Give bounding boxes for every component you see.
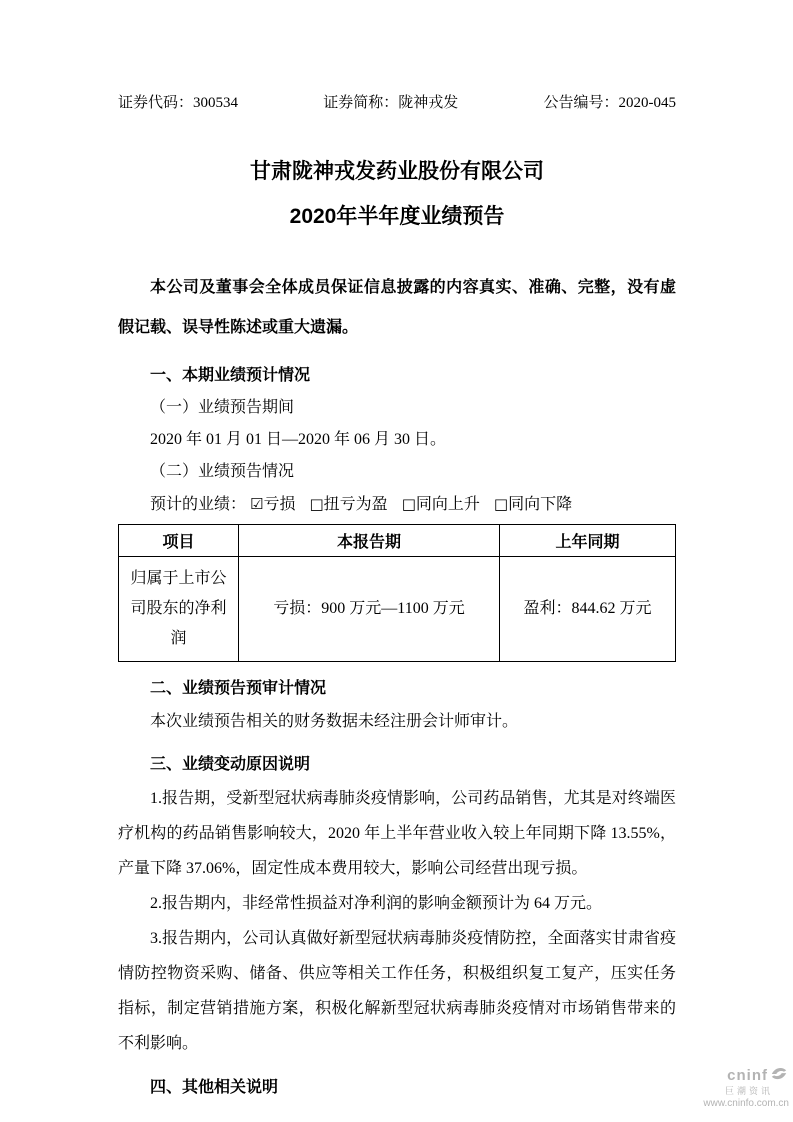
forecast-period: 2020 年 01 月 01 日—2020 年 06 月 30 日。 xyxy=(150,431,447,448)
section-2-body: 本次业绩预告相关的财务数据未经注册会计师审计。 xyxy=(150,713,519,730)
checkbox-option-label: 同向下降 xyxy=(508,496,573,513)
forecast-type-line xyxy=(118,488,676,521)
disclaimer-statement: 本公司及董事会全体成员保证信息披露的内容真实、准确、完整，没有虚假记载、误导性陈述或重大遗漏。 xyxy=(118,279,676,336)
column-header-prior-period: 上年同期 xyxy=(500,525,676,557)
forecast-table xyxy=(118,524,676,662)
checkbox-option-loss xyxy=(250,496,295,513)
doc-header xyxy=(118,93,676,113)
table-row xyxy=(119,557,676,662)
checkbox-option-label: 同向上升 xyxy=(415,496,480,513)
reason-item-2: 2.报告期内，非经常性损益对净利润的影响金额预计为 64 万元。 xyxy=(150,895,603,912)
cninfo-chinese-name: 巨潮资讯 xyxy=(724,1086,773,1096)
section-1-sub2: （二）业绩预告情况 xyxy=(150,463,295,480)
cell-prior-period-value: 盈利：844.62 万元 xyxy=(500,557,676,662)
unchecked-checkbox-icon: □ xyxy=(493,495,509,513)
announcement-number: 公告编号：2020-045 xyxy=(543,95,676,111)
unchecked-checkbox-icon: □ xyxy=(401,495,416,513)
section-1-heading: 一、本期业绩预计情况 xyxy=(150,367,311,384)
cninfo-brand-text: cninf xyxy=(727,1066,768,1084)
section-4-heading: 四、其他相关说明 xyxy=(150,1079,279,1096)
cell-current-period-value: 亏损：900 万元—1100 万元 xyxy=(239,557,500,662)
reason-item-3: 3.报告期内，公司认真做好新型冠状病毒肺炎疫情防控，全面落实甘肃省疫情防控物资采购、储备、供应等相关工作任务，积极组织复工复产，压实任务指标，制定营销措施方案，积极化解新型冠状病毒肺炎疫情对市场销售带来的不利影响。 xyxy=(118,930,676,1052)
report-title: 2020年半年度业绩预告 xyxy=(289,205,505,228)
document-content xyxy=(118,0,676,1104)
table-header-row xyxy=(119,525,676,557)
reason-item-1: 1.报告期，受新型冠状病毒肺炎疫情影响，公司药品销售，尤其是对终端医疗机构的药品销售影响较大，2020 年上半年营业收入较上年同期下降 13.55%，产量下降 37.06%，固定性成本费用较大，影响公司经营出现亏损。 xyxy=(118,790,676,877)
cninfo-logo-icon xyxy=(769,1065,789,1086)
section-3-heading: 三、业绩变动原因说明 xyxy=(150,756,311,773)
checkbox-option-label: 扭亏为盈 xyxy=(323,496,388,513)
cell-net-profit-label: 归属于上市公司股东的净利润 xyxy=(119,557,239,662)
column-header-current-period: 本报告期 xyxy=(239,525,500,557)
stock-code: 证券代码：300534 xyxy=(118,95,239,111)
section-2-heading: 二、业绩预告预审计情况 xyxy=(150,680,327,697)
section-1-sub1: （一）业绩预告期间 xyxy=(150,399,295,416)
checkbox-option-turn-profit xyxy=(309,496,387,513)
checkbox-option-label: 亏损 xyxy=(263,496,296,513)
checked-checkbox-icon: ☑ xyxy=(250,495,264,513)
stock-short-name: 证券简称：陇神戎发 xyxy=(323,95,459,111)
forecast-type-label: 预计的业绩： xyxy=(150,496,247,513)
cninfo-watermark xyxy=(669,1065,789,1110)
cninfo-url: www.cninfo.com.cn xyxy=(703,1098,789,1109)
column-header-item: 项目 xyxy=(119,525,239,557)
unchecked-checkbox-icon: □ xyxy=(309,495,324,513)
checkbox-option-same-down xyxy=(494,496,572,513)
checkbox-option-same-up xyxy=(402,496,480,513)
company-title: 甘肃陇神戎发药业股份有限公司 xyxy=(250,160,544,183)
